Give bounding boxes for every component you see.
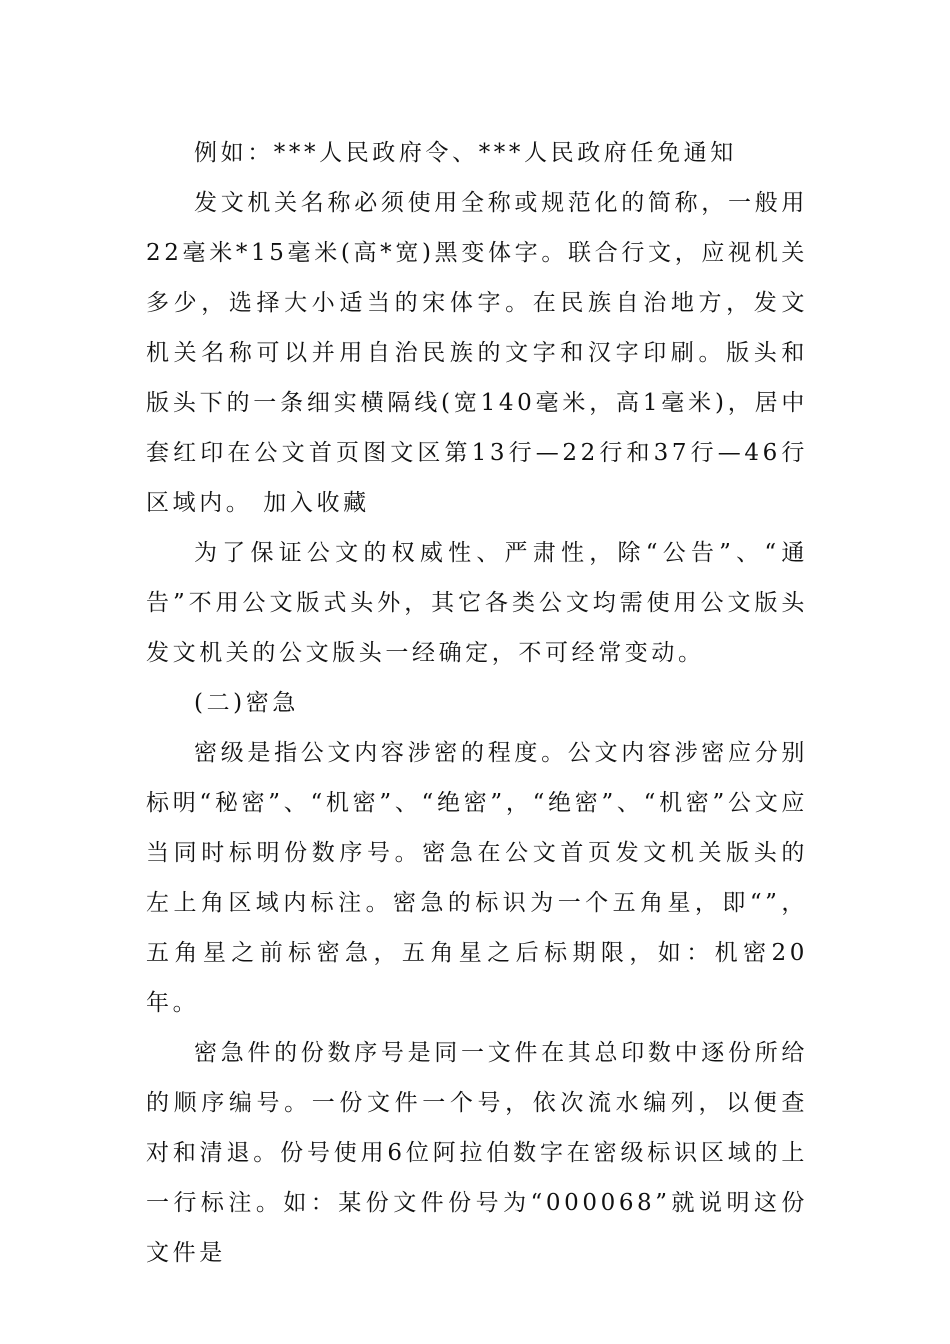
paragraph-issuer-name: 发文机关名称必须使用全称或规范化的简称，一般用22毫米*15毫米(高*宽)黑变体字。联合行文，应视机关多少，选择大小适当的宋体字。在民族自治地方，发文机关名称可以并用自治民族的文字和汉字印刷。版头和版头下的一条细实横隔线(宽140毫米，高1毫米)，居中套红印在公文首页图文区第13行—22行和37行—46行区域内。 加入收藏 xyxy=(146,190,808,516)
paragraph-copy-number: 密急件的份数序号是同一文件在其总印数中逐份所给的顺序编号。一份文件一个号，依次流水编列，以便查对和清退。份号使用6位阿拉伯数字在密级标识区域的上一行标注。如：某份文件份号为“000068”就说明这份文件是 xyxy=(146,1040,808,1266)
paragraph-secrecy-level: 密级是指公文内容涉密的程度。公文内容涉密应分别标明“秘密”、“机密”、“绝密”，“绝密”、“机密”公文应当同时标明份数序号。密急在公文首页发文机关版头的左上角区域内标注。密急的标识为一个五角星，即“”，五角星之前标密急，五角星之后标期限，如：机密20年。 xyxy=(146,740,808,1016)
paragraph-letterhead: 为了保证公文的权威性、严肃性，除“公告”、“通告”不用公文版式头外，其它各类公文均需使用公文版头发文机关的公文版头一经确定，不可经常变动。 xyxy=(146,540,808,666)
paragraph-example: 例如：***人民政府令、***人民政府任免通知 xyxy=(194,140,737,166)
section-heading-secrecy: (二)密急 xyxy=(194,690,299,716)
document-page xyxy=(146,128,808,1278)
